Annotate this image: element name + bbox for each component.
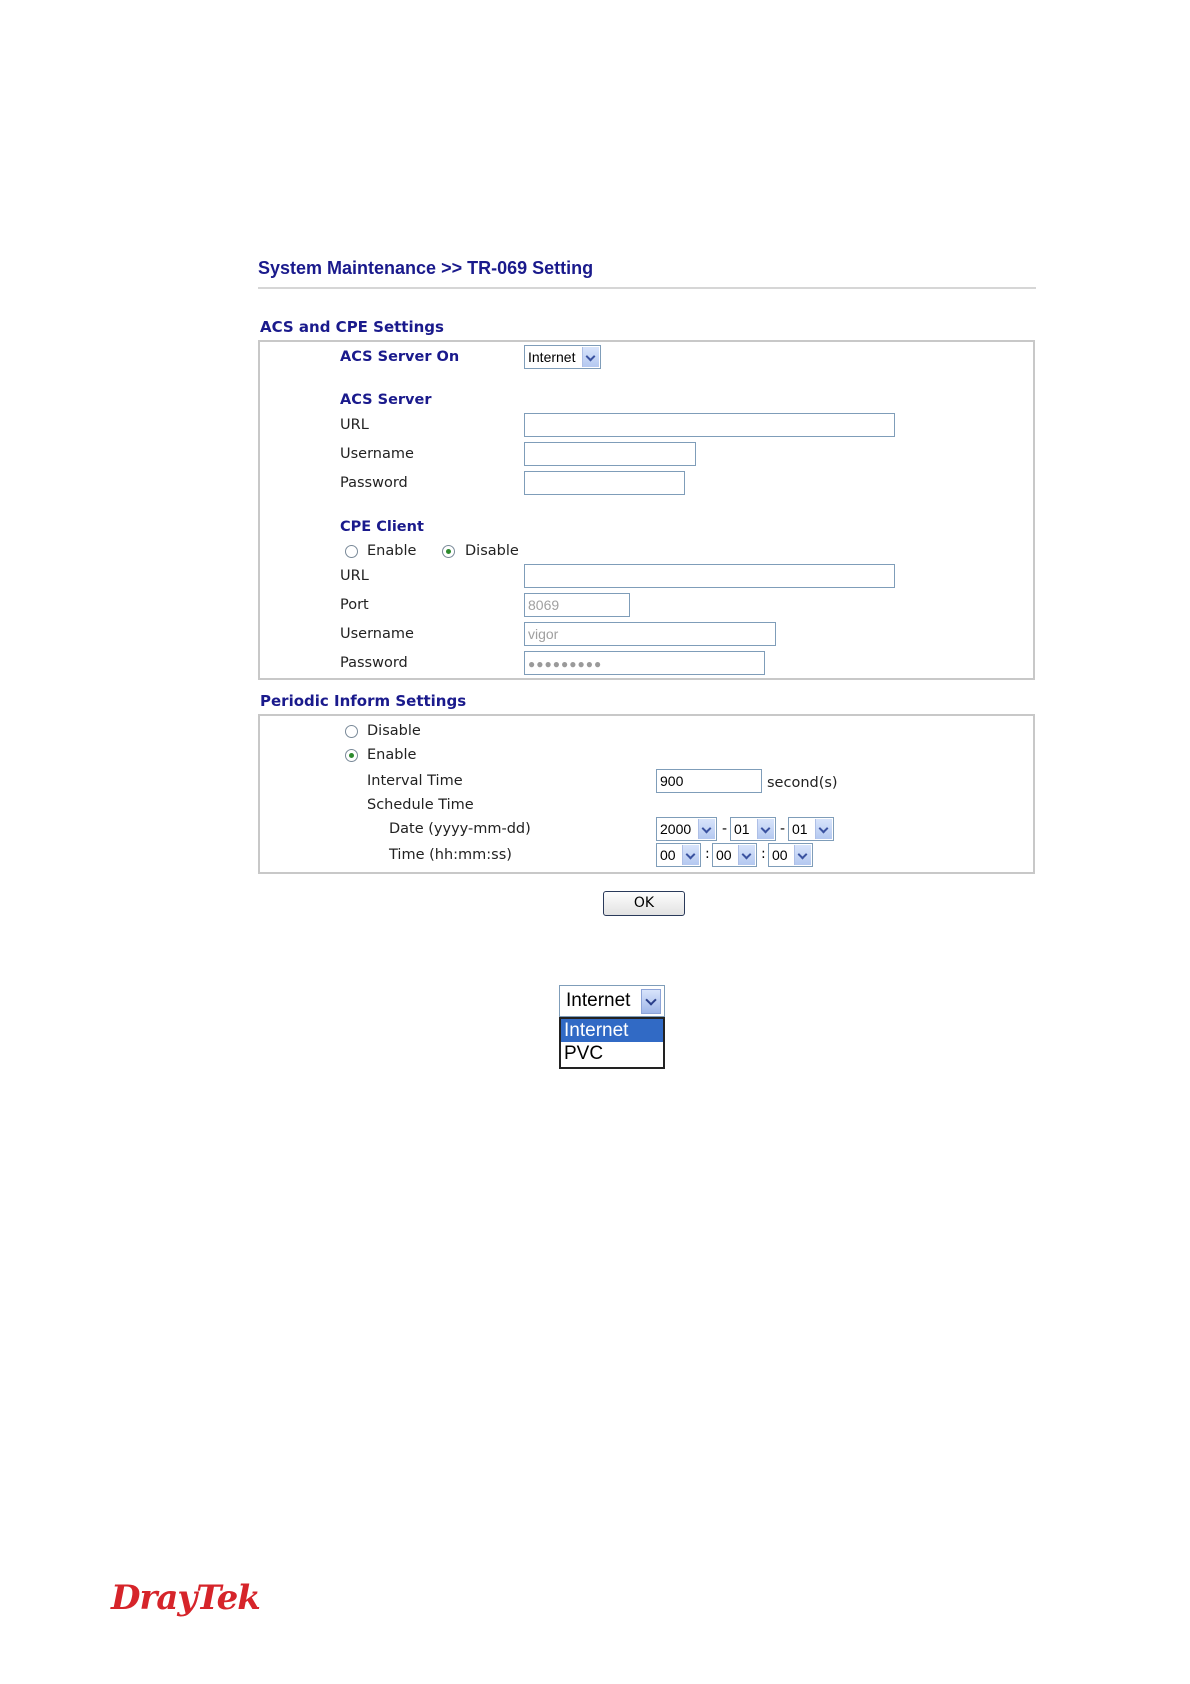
cpe-disable-radio[interactable] — [442, 545, 455, 558]
time-sep-2: : — [761, 846, 766, 862]
dropdown-demo-value: Internet — [566, 990, 631, 1011]
acs-password-label: Password — [340, 475, 408, 491]
periodic-enable-label: Enable — [367, 747, 417, 763]
chevron-down-icon — [698, 819, 715, 839]
acs-username-input[interactable] — [524, 442, 696, 466]
chevron-down-icon — [738, 845, 755, 865]
interval-unit: second(s) — [767, 775, 838, 791]
password-mask: ●●●●●●●●● — [528, 657, 603, 671]
dropdown-demo-list — [559, 1017, 665, 1069]
time-ss-select[interactable] — [768, 843, 813, 867]
cpe-disable-label: Disable — [465, 543, 519, 559]
acs-url-input[interactable] — [524, 413, 895, 437]
cpe-port-input[interactable]: 8069 — [524, 593, 630, 617]
ok-button[interactable]: OK — [603, 891, 685, 916]
page-title: System Maintenance >> TR-069 Setting — [258, 258, 594, 278]
dropdown-option-pvc[interactable]: PVC — [564, 1043, 604, 1064]
cpe-password-input[interactable] — [524, 651, 765, 675]
acs-password-input[interactable] — [524, 471, 685, 495]
cpe-enable-radio[interactable] — [345, 545, 358, 558]
time-mm-value: 00 — [716, 847, 732, 863]
time-sep-1: : — [705, 846, 710, 862]
cpe-client-heading: CPE Client — [340, 519, 424, 535]
interval-label: Interval Time — [367, 773, 463, 789]
date-year-select[interactable] — [656, 817, 717, 841]
acs-username-label: Username — [340, 446, 414, 462]
cpe-username-input[interactable]: vigor — [524, 622, 776, 646]
chevron-down-icon — [682, 845, 699, 865]
acs-server-dropdown-demo[interactable] — [559, 985, 665, 1017]
cpe-username-label: Username — [340, 626, 414, 642]
cpe-url-input[interactable] — [524, 564, 895, 588]
time-label: Time (hh:mm:ss) — [389, 847, 512, 863]
time-hh-value: 00 — [660, 847, 676, 863]
cpe-url-label: URL — [340, 568, 369, 584]
date-sep-1: - — [722, 821, 728, 837]
acs-server-on-value: Internet — [528, 349, 576, 365]
acs-server-heading: ACS Server — [340, 392, 432, 408]
dropdown-option-internet[interactable]: Internet — [561, 1019, 663, 1042]
time-hh-select[interactable] — [656, 843, 701, 867]
acs-server-on-label: ACS Server On — [340, 349, 460, 365]
periodic-disable-label: Disable — [367, 723, 421, 739]
date-month-value: 01 — [734, 821, 750, 837]
cpe-password-label: Password — [340, 655, 408, 671]
acs-cpe-heading: ACS and CPE Settings — [260, 318, 444, 336]
cpe-port-label: Port — [340, 597, 369, 613]
periodic-enable-radio[interactable] — [345, 749, 358, 762]
date-year-value: 2000 — [660, 821, 692, 837]
chevron-down-icon — [815, 819, 832, 839]
date-label: Date (yyyy-mm-dd) — [389, 821, 531, 837]
acs-server-on-select[interactable] — [524, 345, 601, 369]
schedule-label: Schedule Time — [367, 797, 474, 813]
date-day-select[interactable] — [788, 817, 834, 841]
date-sep-2: - — [780, 821, 786, 837]
chevron-down-icon — [641, 989, 661, 1014]
periodic-disable-radio[interactable] — [345, 725, 358, 738]
date-day-value: 01 — [792, 821, 808, 837]
chevron-down-icon — [582, 347, 599, 367]
chevron-down-icon — [757, 819, 774, 839]
cpe-enable-label: Enable — [367, 543, 417, 559]
time-mm-select[interactable] — [712, 843, 757, 867]
time-ss-value: 00 — [772, 847, 788, 863]
draytek-logo: DrayTek — [111, 1578, 260, 1618]
periodic-heading: Periodic Inform Settings — [260, 692, 467, 710]
date-month-select[interactable] — [730, 817, 776, 841]
title-divider — [258, 287, 1036, 289]
acs-url-label: URL — [340, 417, 369, 433]
chevron-down-icon — [794, 845, 811, 865]
interval-input[interactable]: 900 — [656, 769, 762, 793]
